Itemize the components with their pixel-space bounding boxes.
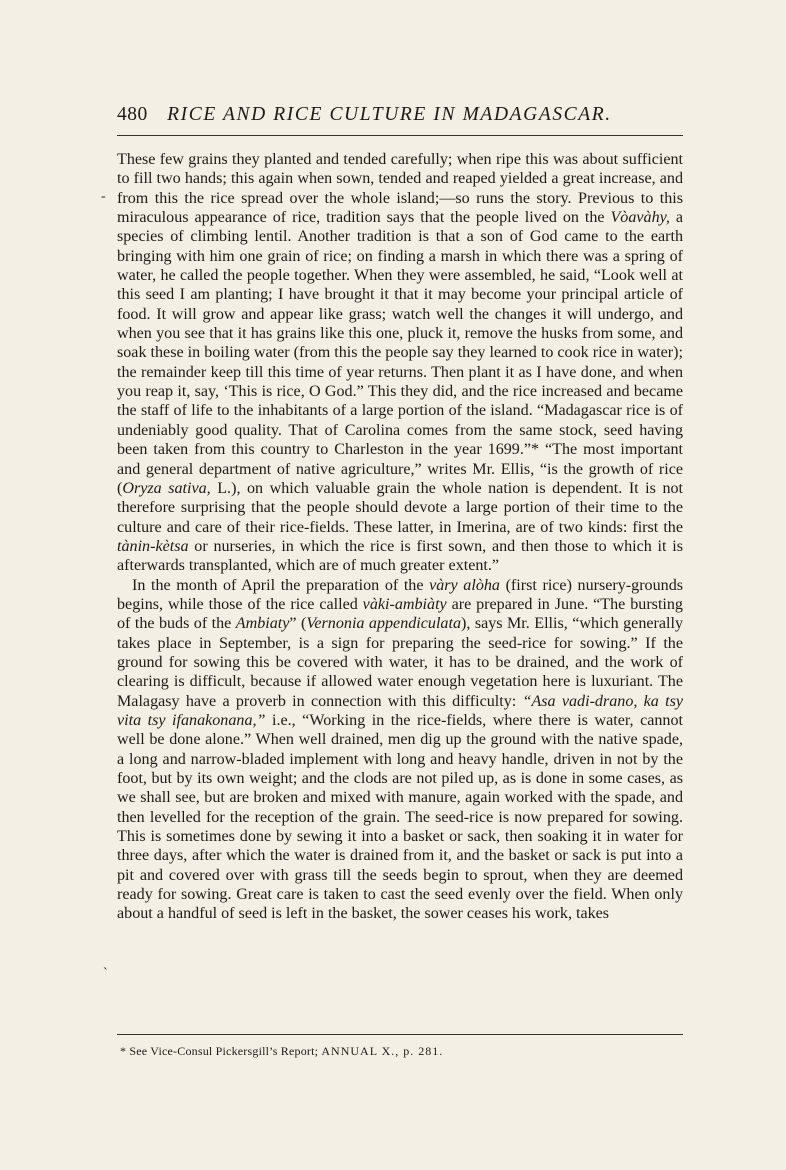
text-run: ” ( bbox=[289, 615, 307, 633]
footnote-lead: * See Vice-Consul Pickersgill’s Report; bbox=[120, 1044, 319, 1058]
footnote-source: ANNUAL X., p. 281. bbox=[321, 1044, 444, 1058]
italic-term: Ambiaty bbox=[235, 615, 290, 633]
italic-term: Oryza sativa, bbox=[122, 479, 211, 497]
italic-term: vàki-ambiàty bbox=[362, 595, 447, 613]
header-rule bbox=[117, 135, 683, 136]
running-title: RICE AND RICE CULTURE IN MADAGASCAR. bbox=[167, 104, 612, 125]
margin-tick-mark: ` bbox=[103, 966, 108, 981]
paragraph-2 bbox=[117, 576, 683, 924]
italic-term: tànin-kètsa bbox=[117, 537, 189, 555]
margin-dash-mark: - bbox=[101, 189, 106, 204]
body-text bbox=[117, 150, 683, 924]
text-run: a species of climbing lentil. Another tradition is that a son of God came to the earth bringing with him one grain of rice; on finding a marsh in which there was a spring of water, he called the people together. When they were assembled, he said, “Look well at this seed I am planting; I have brought it that it may become your principal article of food. It will grow and appear like grass; watch well the changes it will undergo, and when you see that it has grains like this one, pluck it, remove the husks from some, and soak these in boiling water (from this the people say they learned to cook rice in water); the remainder keep till this time of year returns. Then plant it as I have done, and when you reap it, say, ‘This is rice, O God.” This they did, and the rice increased and became the staff of life to the inhabitants of a large portion of the island. “Madagascar rice is of undeniably good quality. That of Carolina comes from the same stock, seed having been taken from this country to Charleston in the year 1699.”* “The most important and general department of native agriculture,” writes Mr. Ellis, “is the growth of rice ( bbox=[117, 209, 683, 497]
text-run: ), says Mr. Ellis, “which generally takes place in September, is a sign for preparing the seed-rice for sowing.” If the ground for sowing this be covered with water, it has to be drained, and the work of clearing is difficult, because if allowed water enough vegetation here is luxuriant. The Malagasy have a proverb in connection with this difficulty: bbox=[117, 615, 684, 710]
italic-term: “Asa vadi-drano, ka tsy vita tsy ifanakonana,” bbox=[117, 692, 683, 729]
page-number: 480 bbox=[117, 104, 148, 125]
footnote bbox=[120, 1044, 680, 1059]
text-run: L.), on which valuable grain the whole nation is dependent. It is not therefore surprising that the people should devote a large portion of their time to the culture and care of their rice-fields. These latter, in Imerina, are of two kinds: first the bbox=[117, 479, 684, 536]
paragraph-1 bbox=[117, 150, 683, 576]
text-run: or nurseries, in which the rice is first sown, and then those to which it is afterwards transplanted, which are of much greater extent.” bbox=[117, 537, 683, 575]
italic-term: vàry alòha bbox=[429, 576, 500, 594]
text-run: i.e., “Working in the rice-fields, where there is water, cannot well be done alone.” When well drained, men dig up the ground with the native spade, a long and narrow-bladed implement with long and heavy handle, driven in not by the foot, but by its own weight; and the clods are not piled up, as is done in some cases, as we shall see, but are broken and mixed with manure, again worked with the spade, and then levelled for the reception of the grain. The seed-rice is now prepared for sowing. This is sometimes done by sewing it into a basket or sack, then soaking it in water for three days, after which the water is drained from it, and the basket or sack is put into a pit and covered over with grass till the seeds begin to sprout, when they are deemed ready for sowing. Great care is taken to cast the seed evenly over the field. When only about a handful of seed is left in the basket, the sower ceases his work, takes bbox=[117, 711, 683, 923]
text-run: are prepared in June. “The bursting of the buds of the bbox=[117, 595, 683, 633]
text-run: (first rice) nursery-grounds begins, while those of the rice called bbox=[117, 576, 684, 613]
footnote-rule bbox=[117, 1034, 683, 1035]
running-header bbox=[117, 104, 667, 126]
text-run: In the month of April the preparation of the bbox=[132, 576, 430, 594]
text-run: These few grains they planted and tended carefully; when ripe this was about sufficient to fill two hands; this again when sown, tended and reaped yielded a great increase, and from this the rice spread over the whole island;—so runs the story. Previous to this miraculous appearance of rice, tradition says that the people lived on the bbox=[117, 151, 683, 227]
italic-term: Vòavàhy, bbox=[610, 209, 670, 227]
italic-term: Vernonia appendiculata bbox=[306, 615, 461, 633]
